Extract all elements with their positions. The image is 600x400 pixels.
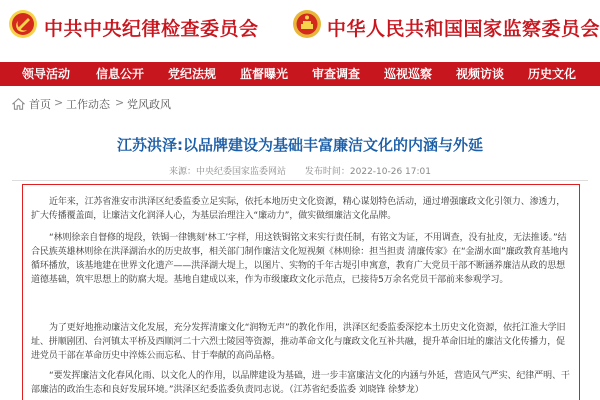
national-emblem-icon[interactable] xyxy=(292,9,322,39)
breadcrumb-party-conduct[interactable]: 党风政风 xyxy=(127,98,171,111)
article-body xyxy=(22,184,580,400)
breadcrumb-separator: > xyxy=(54,96,64,109)
ccdi-name[interactable]: 中共中央纪律检查委员会 xyxy=(44,18,259,40)
nav-item-exposure[interactable]: 监督曝光 xyxy=(240,67,289,81)
nav-item-regulations[interactable]: 党纪法规 xyxy=(168,67,217,81)
article-source: 来源：中央纪委国家监委网站 xyxy=(169,167,287,177)
party-emblem-icon[interactable] xyxy=(8,9,38,39)
article-date: 发布时间：2022-10-26 17:01 xyxy=(304,167,431,177)
article-paragraph: 为了更好地推动廉洁文化发展，充分发挥清廉文化“润物无声”的教化作用，洪泽区纪委监委深挖本土历史文化资源，依托江淮大学旧址、拼顺剧团、台河镇太平桥及西顺河二十六烈士陵园等资源，推动革命文化与廉政文化互补共融，提升革命旧址的廉洁文化传播力，促进党员干部在革命历史中淬炼公而忘私、甘于奉献的高尚品格。 xyxy=(31,323,566,361)
nsc-name[interactable]: 中华人民共和国国家监察委员会 xyxy=(327,18,600,40)
nav-item-info-disclosure[interactable]: 信息公开 xyxy=(96,67,145,81)
article-paragraph: 近年来，江苏省淮安市洪泽区纪委监委立足实际，依托本地历史文化资源，精心谋划特色活动，通过增强廉政文化引领力、渗透力，扩大传播覆盖面，让廉洁文化润泽人心，为基层治理注入“廉动力”，做实做细廉洁文化品牌。 xyxy=(31,197,566,221)
nav-item-inspection[interactable]: 巡视巡察 xyxy=(384,67,433,81)
nav-item-leadership[interactable]: 领导活动 xyxy=(22,67,71,81)
article-paragraph: “林则徐亲自督修的堤段，铁锔一律镌刻‘林工’字样，用这铁锔铭文来实行责任制，有铭文为证，不用调查，没有扯皮，无法推诿。”结合民族英雄林则徐在洪泽湖治水的历史故事，相关部门制作廉洁文化短视频《林则徐：担当担责 清廉传家》在“金湖水面”廉政教育基地内循环播放，该基地建在世界文化遗产——洪泽湖大堤上，以图片、实物的千年古堤引申寓意，教育广大党员干部不断涵养廉洁从政的思想道德基础，筑牢思想上的防腐大堤。基地自建成以来，作为市级廉政文化示范点，已接待5万余名党员干部前来参观学习。 xyxy=(31,233,568,285)
nav-item-investigation[interactable]: 审查调查 xyxy=(312,67,361,81)
breadcrumb-home[interactable]: 首页 xyxy=(29,98,51,111)
site-header xyxy=(0,0,600,62)
article xyxy=(0,120,600,400)
article-meta xyxy=(0,164,600,177)
main-nav xyxy=(0,62,600,86)
nav-item-history[interactable]: 历史文化 xyxy=(528,67,577,81)
nav-item-video[interactable]: 视频访谈 xyxy=(456,67,505,81)
breadcrumb-work-updates[interactable]: 工作动态 xyxy=(66,98,110,111)
home-icon[interactable] xyxy=(12,98,25,110)
breadcrumb-separator: > xyxy=(115,96,125,109)
article-paragraph: “要发挥廉洁文化春风化雨、以文化人的作用，以品牌建设为基础，进一步丰富廉洁文化的内涵与外延，营造风气严实、纪律严明、干部廉洁的政治生态和良好发展环境。”洪泽区纪委监委负责同志说。（江苏省纪委监委 刘晓锋 徐梦龙） xyxy=(31,371,570,395)
article-title: 江苏洪泽:以品牌建设为基础丰富廉洁文化的内涵与外延 xyxy=(116,136,483,154)
divider xyxy=(12,180,588,181)
breadcrumb xyxy=(0,86,600,120)
